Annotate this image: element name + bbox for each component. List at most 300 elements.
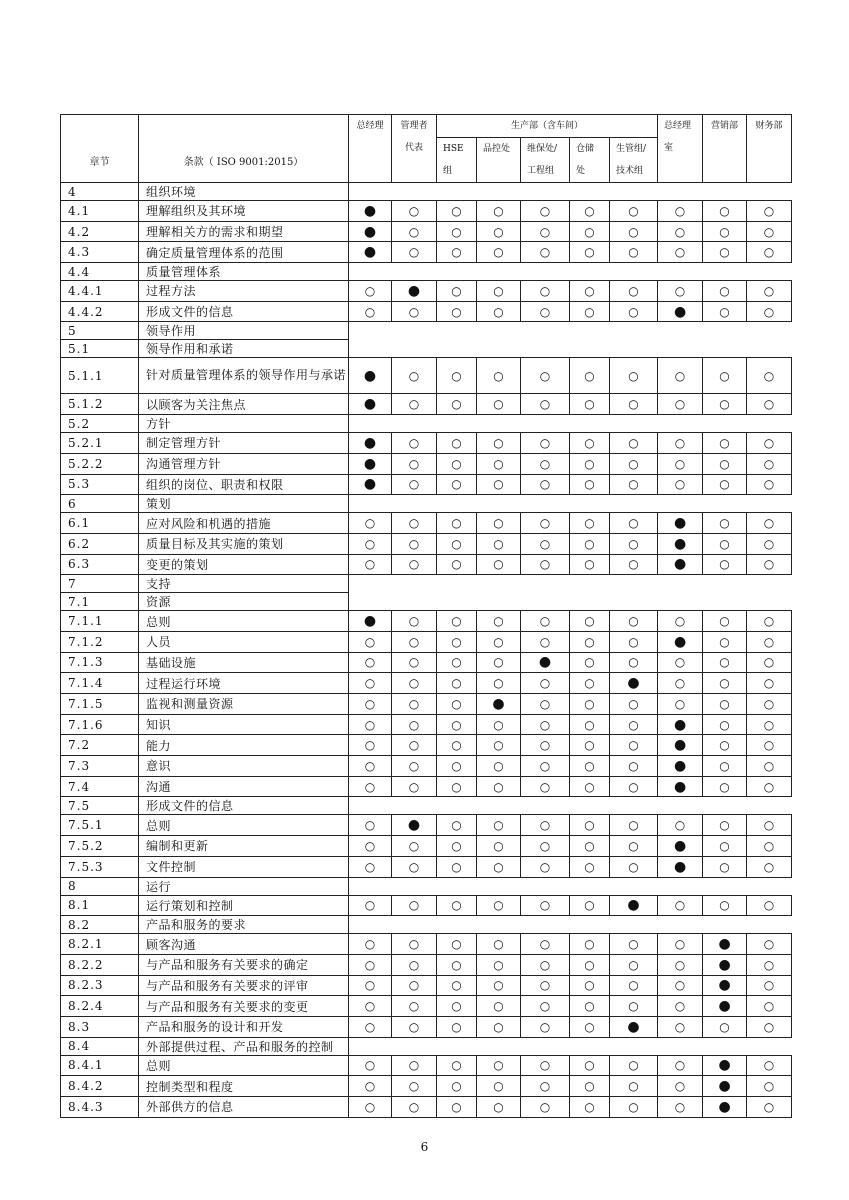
table-row — [61, 1097, 792, 1118]
primary-responsibility-mark: ● — [627, 1018, 640, 1035]
matrix-cell — [703, 1097, 747, 1118]
related-responsibility-mark: ○ — [408, 368, 420, 383]
section-heading-row — [61, 263, 792, 281]
section-number: 8.4.2 — [61, 1076, 139, 1097]
primary-responsibility-mark: ● — [363, 396, 377, 413]
matrix-cell — [521, 756, 570, 777]
related-responsibility-mark: ○ — [674, 978, 686, 993]
matrix-cell — [747, 836, 792, 857]
related-responsibility-mark: ○ — [584, 634, 595, 649]
matrix-cell — [610, 281, 658, 302]
matrix-cell — [610, 474, 658, 495]
matrix-cell — [349, 652, 392, 673]
section-number: 8.4 — [61, 1037, 139, 1055]
matrix-cell — [521, 856, 570, 877]
matrix-cell — [349, 242, 392, 263]
related-responsibility-mark: ○ — [493, 283, 504, 298]
related-responsibility-mark: ○ — [364, 738, 376, 753]
related-responsibility-mark: ○ — [451, 614, 462, 629]
primary-responsibility-mark: ● — [673, 837, 687, 854]
clause-title: 总则 — [139, 1055, 349, 1076]
matrix-cell — [392, 474, 437, 495]
matrix-cell — [610, 735, 658, 756]
matrix-cell — [747, 201, 792, 222]
related-responsibility-mark: ○ — [719, 779, 730, 794]
related-responsibility-mark: ○ — [408, 838, 420, 853]
header-row-1 — [61, 115, 792, 138]
related-responsibility-mark: ○ — [451, 557, 462, 572]
matrix-cell — [349, 554, 392, 575]
related-responsibility-mark: ○ — [719, 435, 730, 450]
related-responsibility-mark: ○ — [628, 283, 639, 298]
related-responsibility-mark: ○ — [628, 203, 639, 218]
matrix-cell — [437, 358, 477, 394]
related-responsibility-mark: ○ — [539, 818, 551, 833]
related-responsibility-mark: ○ — [628, 477, 639, 492]
matrix-cell — [703, 756, 747, 777]
clause-title: 能力 — [139, 735, 349, 756]
matrix-cell — [610, 611, 658, 632]
related-responsibility-mark: ○ — [539, 536, 551, 551]
related-responsibility-mark: ○ — [719, 397, 730, 412]
matrix-cell — [349, 895, 392, 916]
matrix-cell — [392, 453, 437, 474]
matrix-cell — [610, 301, 658, 322]
section-number: 4.4.2 — [61, 301, 139, 322]
matrix-cell — [747, 433, 792, 454]
related-responsibility-mark: ○ — [451, 245, 462, 260]
matrix-cell — [747, 394, 792, 415]
related-responsibility-mark: ○ — [408, 779, 420, 794]
clause-title: 方针 — [139, 415, 349, 433]
related-responsibility-mark: ○ — [364, 283, 376, 298]
related-responsibility-mark: ○ — [364, 937, 376, 952]
related-responsibility-mark: ○ — [628, 634, 639, 649]
clause-title: 以顾客为关注焦点 — [139, 394, 349, 415]
matrix-cell — [437, 735, 477, 756]
matrix-cell — [610, 513, 658, 534]
header-management-representative: 管理者 代表 — [392, 115, 437, 183]
matrix-cell — [570, 242, 610, 263]
related-responsibility-mark: ○ — [763, 1058, 775, 1073]
matrix-cell — [703, 221, 747, 242]
matrix-cell — [747, 358, 792, 394]
section-number: 8.3 — [61, 1016, 139, 1037]
matrix-cell — [570, 714, 610, 735]
related-responsibility-mark: ○ — [674, 456, 686, 471]
related-responsibility-mark: ○ — [539, 838, 551, 853]
matrix-cell — [747, 631, 792, 652]
clause-title: 运行 — [139, 877, 349, 895]
matrix-cell — [570, 954, 610, 975]
related-responsibility-mark: ○ — [584, 859, 595, 874]
section-number: 4.4.1 — [61, 281, 139, 302]
related-responsibility-mark: ○ — [763, 614, 775, 629]
table-row — [61, 954, 792, 975]
related-responsibility-mark: ○ — [584, 557, 595, 572]
related-responsibility-mark: ○ — [493, 779, 504, 794]
related-responsibility-mark: ○ — [408, 477, 420, 492]
matrix-cell — [570, 554, 610, 575]
matrix-cell — [477, 394, 521, 415]
related-responsibility-mark: ○ — [763, 676, 775, 691]
matrix-cell — [349, 301, 392, 322]
matrix-cell — [570, 301, 610, 322]
clause-title: 运行策划和控制 — [139, 895, 349, 916]
clause-title: 意识 — [139, 756, 349, 777]
related-responsibility-mark: ○ — [408, 634, 420, 649]
matrix-cell — [349, 533, 392, 554]
section-heading-row — [61, 340, 792, 358]
clause-title: 组织环境 — [139, 183, 349, 201]
primary-responsibility-mark: ● — [673, 633, 687, 650]
related-responsibility-mark: ○ — [674, 1019, 686, 1034]
clause-title: 形成文件的信息 — [139, 797, 349, 815]
clause-title: 应对风险和机遇的措施 — [139, 513, 349, 534]
table-row — [61, 714, 792, 735]
matrix-cell — [747, 1016, 792, 1037]
matrix-cell — [610, 1016, 658, 1037]
related-responsibility-mark: ○ — [451, 859, 462, 874]
section-number: 7.1.2 — [61, 631, 139, 652]
matrix-cell — [703, 358, 747, 394]
matrix-cell — [349, 453, 392, 474]
related-responsibility-mark: ○ — [763, 1019, 775, 1034]
related-responsibility-mark: ○ — [408, 435, 420, 450]
primary-responsibility-mark: ● — [538, 654, 552, 671]
matrix-cell — [521, 954, 570, 975]
related-responsibility-mark: ○ — [763, 477, 775, 492]
section-heading-row — [61, 877, 792, 895]
related-responsibility-mark: ○ — [364, 1019, 376, 1034]
matrix-cell — [610, 895, 658, 916]
matrix-cell — [570, 394, 610, 415]
matrix-cell — [658, 433, 703, 454]
related-responsibility-mark: ○ — [539, 634, 551, 649]
matrix-cell — [570, 756, 610, 777]
matrix-cell — [392, 631, 437, 652]
section-number: 7.5.2 — [61, 836, 139, 857]
related-responsibility-mark: ○ — [628, 999, 639, 1014]
related-responsibility-mark: ○ — [584, 304, 595, 319]
table-row — [61, 242, 792, 263]
matrix-cell — [703, 1016, 747, 1037]
table-row — [61, 394, 792, 415]
matrix-cell — [610, 694, 658, 715]
matrix-cell — [747, 756, 792, 777]
related-responsibility-mark: ○ — [451, 304, 462, 319]
section-number: 6.2 — [61, 533, 139, 554]
table-row — [61, 652, 792, 673]
matrix-cell — [658, 474, 703, 495]
related-responsibility-mark: ○ — [584, 738, 595, 753]
matrix-cell — [392, 815, 437, 836]
related-responsibility-mark: ○ — [674, 203, 686, 218]
related-responsibility-mark: ○ — [584, 838, 595, 853]
matrix-cell — [747, 242, 792, 263]
related-responsibility-mark: ○ — [364, 536, 376, 551]
matrix-cell — [703, 815, 747, 836]
related-responsibility-mark: ○ — [628, 779, 639, 794]
related-responsibility-mark: ○ — [628, 859, 639, 874]
related-responsibility-mark: ○ — [451, 1079, 462, 1094]
matrix-cell — [747, 513, 792, 534]
related-responsibility-mark: ○ — [628, 957, 639, 972]
section-number: 5.1 — [61, 340, 139, 358]
empty-cell — [349, 593, 792, 611]
related-responsibility-mark: ○ — [451, 758, 462, 773]
matrix-cell — [703, 836, 747, 857]
related-responsibility-mark: ○ — [719, 614, 730, 629]
related-responsibility-mark: ○ — [628, 456, 639, 471]
matrix-cell — [747, 714, 792, 735]
matrix-cell — [349, 776, 392, 797]
related-responsibility-mark: ○ — [763, 203, 775, 218]
related-responsibility-mark: ○ — [674, 898, 686, 913]
clause-title: 策划 — [139, 495, 349, 513]
matrix-cell — [349, 694, 392, 715]
matrix-cell — [521, 474, 570, 495]
related-responsibility-mark: ○ — [493, 1099, 504, 1114]
matrix-cell — [521, 201, 570, 222]
matrix-cell — [392, 673, 437, 694]
related-responsibility-mark: ○ — [719, 516, 730, 531]
matrix-cell — [477, 694, 521, 715]
related-responsibility-mark: ○ — [539, 557, 551, 572]
matrix-cell — [658, 221, 703, 242]
matrix-cell — [570, 934, 610, 955]
related-responsibility-mark: ○ — [719, 304, 730, 319]
related-responsibility-mark: ○ — [628, 224, 639, 239]
related-responsibility-mark: ○ — [408, 456, 420, 471]
related-responsibility-mark: ○ — [539, 738, 551, 753]
matrix-cell — [747, 975, 792, 996]
matrix-cell — [610, 221, 658, 242]
matrix-cell — [477, 1097, 521, 1118]
related-responsibility-mark: ○ — [493, 224, 504, 239]
related-responsibility-mark: ○ — [408, 397, 420, 412]
matrix-cell — [703, 513, 747, 534]
matrix-cell — [477, 714, 521, 735]
related-responsibility-mark: ○ — [584, 1019, 595, 1034]
related-responsibility-mark: ○ — [763, 536, 775, 551]
related-responsibility-mark: ○ — [674, 818, 686, 833]
matrix-cell — [437, 242, 477, 263]
related-responsibility-mark: ○ — [584, 898, 595, 913]
related-responsibility-mark: ○ — [763, 304, 775, 319]
matrix-cell — [392, 895, 437, 916]
related-responsibility-mark: ○ — [763, 655, 775, 670]
section-number: 7 — [61, 575, 139, 593]
matrix-cell — [477, 513, 521, 534]
matrix-cell — [349, 513, 392, 534]
matrix-cell — [392, 611, 437, 632]
related-responsibility-mark: ○ — [628, 557, 639, 572]
section-number: 7.1 — [61, 593, 139, 611]
matrix-cell — [437, 221, 477, 242]
related-responsibility-mark: ○ — [493, 717, 504, 732]
related-responsibility-mark: ○ — [584, 758, 595, 773]
empty-cell — [349, 415, 792, 433]
matrix-cell — [610, 673, 658, 694]
related-responsibility-mark: ○ — [408, 1079, 420, 1094]
clause-title: 产品和服务的要求 — [139, 916, 349, 934]
matrix-cell — [610, 554, 658, 575]
section-number: 7.3 — [61, 756, 139, 777]
related-responsibility-mark: ○ — [493, 1079, 504, 1094]
matrix-cell — [437, 694, 477, 715]
related-responsibility-mark: ○ — [408, 1019, 420, 1034]
matrix-cell — [658, 856, 703, 877]
related-responsibility-mark: ○ — [674, 435, 686, 450]
matrix-cell — [392, 242, 437, 263]
related-responsibility-mark: ○ — [674, 477, 686, 492]
related-responsibility-mark: ○ — [628, 368, 639, 383]
related-responsibility-mark: ○ — [628, 696, 639, 711]
matrix-cell — [703, 631, 747, 652]
related-responsibility-mark: ○ — [763, 758, 775, 773]
clause-title: 知识 — [139, 714, 349, 735]
related-responsibility-mark: ○ — [628, 516, 639, 531]
primary-responsibility-mark: ● — [363, 455, 377, 472]
related-responsibility-mark: ○ — [628, 978, 639, 993]
empty-cell — [349, 877, 792, 895]
matrix-cell — [703, 554, 747, 575]
related-responsibility-mark: ○ — [763, 738, 775, 753]
matrix-cell — [658, 996, 703, 1017]
primary-responsibility-mark: ● — [407, 817, 421, 834]
matrix-cell — [437, 533, 477, 554]
related-responsibility-mark: ○ — [763, 779, 775, 794]
related-responsibility-mark: ○ — [539, 304, 551, 319]
matrix-cell — [747, 856, 792, 877]
related-responsibility-mark: ○ — [674, 676, 686, 691]
related-responsibility-mark: ○ — [584, 978, 595, 993]
related-responsibility-mark: ○ — [763, 978, 775, 993]
matrix-cell — [437, 996, 477, 1017]
related-responsibility-mark: ○ — [539, 397, 551, 412]
matrix-cell — [610, 1097, 658, 1118]
clause-title: 与产品和服务有关要求的确定 — [139, 954, 349, 975]
matrix-cell — [703, 776, 747, 797]
clause-title: 与产品和服务有关要求的评审 — [139, 975, 349, 996]
matrix-cell — [703, 735, 747, 756]
table-row — [61, 776, 792, 797]
related-responsibility-mark: ○ — [674, 1099, 686, 1114]
matrix-cell — [658, 1016, 703, 1037]
matrix-cell — [392, 652, 437, 673]
section-number: 7.1.3 — [61, 652, 139, 673]
related-responsibility-mark: ○ — [763, 937, 775, 952]
related-responsibility-mark: ○ — [539, 368, 551, 383]
related-responsibility-mark: ○ — [451, 978, 462, 993]
related-responsibility-mark: ○ — [408, 245, 420, 260]
section-number: 8.1 — [61, 895, 139, 916]
related-responsibility-mark: ○ — [408, 655, 420, 670]
section-number: 5.2.1 — [61, 433, 139, 454]
clause-title: 理解组织及其环境 — [139, 201, 349, 222]
matrix-cell — [392, 554, 437, 575]
matrix-cell — [658, 1097, 703, 1118]
related-responsibility-mark: ○ — [628, 818, 639, 833]
matrix-cell — [437, 394, 477, 415]
matrix-cell — [521, 301, 570, 322]
matrix-cell — [747, 1055, 792, 1076]
related-responsibility-mark: ○ — [451, 435, 462, 450]
matrix-cell — [349, 1055, 392, 1076]
related-responsibility-mark: ○ — [719, 655, 730, 670]
section-heading-row — [61, 322, 792, 340]
table-row — [61, 513, 792, 534]
related-responsibility-mark: ○ — [674, 397, 686, 412]
matrix-cell — [521, 673, 570, 694]
primary-responsibility-mark: ● — [407, 282, 421, 299]
related-responsibility-mark: ○ — [493, 738, 504, 753]
empty-cell — [349, 916, 792, 934]
related-responsibility-mark: ○ — [408, 738, 420, 753]
primary-responsibility-mark: ● — [673, 778, 687, 795]
matrix-cell — [477, 281, 521, 302]
header-maintenance: 维保处/ 工程组 — [521, 138, 570, 183]
matrix-cell — [703, 453, 747, 474]
related-responsibility-mark: ○ — [584, 717, 595, 732]
related-responsibility-mark: ○ — [493, 536, 504, 551]
table-row — [61, 836, 792, 857]
matrix-cell — [703, 714, 747, 735]
related-responsibility-mark: ○ — [628, 937, 639, 952]
matrix-cell — [349, 201, 392, 222]
matrix-cell — [703, 996, 747, 1017]
matrix-cell — [570, 433, 610, 454]
matrix-cell — [392, 996, 437, 1017]
related-responsibility-mark: ○ — [408, 557, 420, 572]
primary-responsibility-mark: ● — [673, 858, 687, 875]
matrix-cell — [658, 631, 703, 652]
matrix-cell — [477, 735, 521, 756]
matrix-cell — [703, 611, 747, 632]
matrix-cell — [747, 453, 792, 474]
related-responsibility-mark: ○ — [364, 634, 376, 649]
clause-title: 制定管理方针 — [139, 433, 349, 454]
matrix-cell — [610, 394, 658, 415]
related-responsibility-mark: ○ — [763, 696, 775, 711]
primary-responsibility-mark: ● — [363, 202, 377, 219]
section-number: 8.4.3 — [61, 1097, 139, 1118]
matrix-cell — [570, 652, 610, 673]
related-responsibility-mark: ○ — [364, 957, 376, 972]
matrix-cell — [437, 1076, 477, 1097]
related-responsibility-mark: ○ — [451, 477, 462, 492]
matrix-cell — [747, 673, 792, 694]
matrix-cell — [570, 1055, 610, 1076]
matrix-cell — [570, 1076, 610, 1097]
matrix-cell — [392, 301, 437, 322]
table-row — [61, 433, 792, 454]
matrix-cell — [610, 836, 658, 857]
matrix-cell — [477, 895, 521, 916]
matrix-cell — [392, 714, 437, 735]
clause-title: 形成文件的信息 — [139, 301, 349, 322]
primary-responsibility-mark: ● — [718, 998, 731, 1015]
related-responsibility-mark: ○ — [719, 477, 730, 492]
header-general-manager: 总经理 — [349, 115, 392, 183]
matrix-cell — [392, 433, 437, 454]
matrix-cell — [658, 242, 703, 263]
related-responsibility-mark: ○ — [539, 1099, 551, 1114]
clause-title: 理解相关方的需求和期望 — [139, 221, 349, 242]
related-responsibility-mark: ○ — [674, 999, 686, 1014]
matrix-cell — [521, 975, 570, 996]
